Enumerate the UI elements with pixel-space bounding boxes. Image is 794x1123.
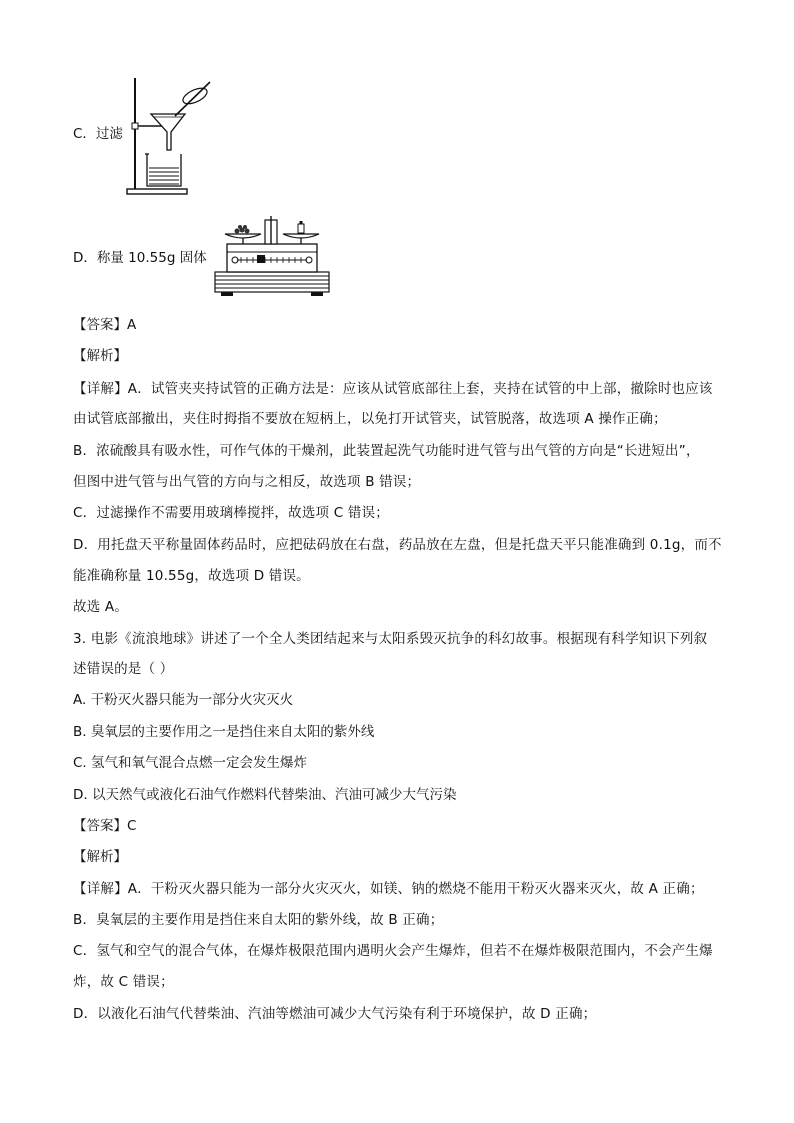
q3-detail-line: B．臭氧层的主要作用是挡住来自太阳的紫外线，故 B 正确； bbox=[73, 912, 444, 928]
filtration-apparatus-figure bbox=[125, 76, 220, 198]
q2-detail-line: B．浓硫酸具有吸水性，可作气体的干燥剂，此装置起洗气功能时进气管与出气管的方向是“长进短出”， bbox=[73, 443, 700, 459]
q3-detail-line: 【详解】A．干粉灭火器只能为一部分火灾灭火，如镁、钠的燃烧不能用干粉灭火器来灭火，故 A 正确； bbox=[73, 881, 704, 897]
q2-answer: 【答案】A bbox=[73, 317, 137, 333]
q2-conclusion: 故选 A。 bbox=[73, 599, 129, 615]
q3-option-a: A. 干粉灭火器只能为一部分火灾灭火 bbox=[73, 692, 294, 708]
q2-detail-line: D．用托盘天平称量固体药品时，应把砝码放在右盘，药品放在左盘，但是托盘天平只能准确到 0.1g，而不 bbox=[73, 537, 722, 553]
q3-detail-line: D．以液化石油气代替柴油、汽油等燃油可减少大气污染有利于环境保护，故 D 正确； bbox=[73, 1006, 597, 1022]
q2-detail-line: 能准确称量 10.55g，故选项 D 错误。 bbox=[73, 568, 310, 584]
q3-option-d: D. 以天然气或液化石油气作燃料代替柴油、汽油可减少大气污染 bbox=[73, 787, 457, 803]
q3-answer: 【答案】C bbox=[73, 818, 137, 834]
q3-option-c: C. 氢气和氧气混合点燃一定会发生爆炸 bbox=[73, 755, 308, 771]
q3-detail-line: 炸，故 C 错误； bbox=[73, 974, 174, 990]
q2-analysis-heading: 【解析】 bbox=[73, 348, 127, 364]
option-c-label: C．过滤 bbox=[73, 126, 123, 142]
balance-scale-figure bbox=[213, 214, 331, 298]
option-d-label: D．称量 10.55g 固体 bbox=[73, 250, 207, 266]
q3-option-b: B. 臭氧层的主要作用之一是挡住来自太阳的紫外线 bbox=[73, 724, 375, 740]
q2-detail-line: 【详解】A．试管夹夹持试管的正确方法是：应该从试管底部往上套，夹持在试管的中上部，撤除时也应该 bbox=[73, 381, 713, 397]
q3-detail-line: C．氢气和空气的混合气体，在爆炸极限范围内遇明火会产生爆炸，但若不在爆炸极限范围内，不会产生爆 bbox=[73, 943, 713, 959]
q2-detail-line: 由试管底部撤出，夹住时拇指不要放在短柄上，以免打开试管夹，试管脱落，故选项 A 操作正确； bbox=[73, 411, 667, 427]
q2-detail-line: 但图中进气管与出气管的方向与之相反，故选项 B 错误； bbox=[73, 474, 421, 490]
q2-detail-line: C．过滤操作不需要用玻璃棒搅拌，故选项 C 错误； bbox=[73, 505, 389, 521]
q3-stem: 述错误的是（ ） bbox=[73, 661, 174, 677]
q3-stem: 3. 电影《流浪地球》讲述了一个全人类团结起来与太阳系毁灭抗争的科幻故事。根据现有科学知识下列叙 bbox=[73, 631, 708, 647]
q3-analysis-heading: 【解析】 bbox=[73, 849, 127, 865]
